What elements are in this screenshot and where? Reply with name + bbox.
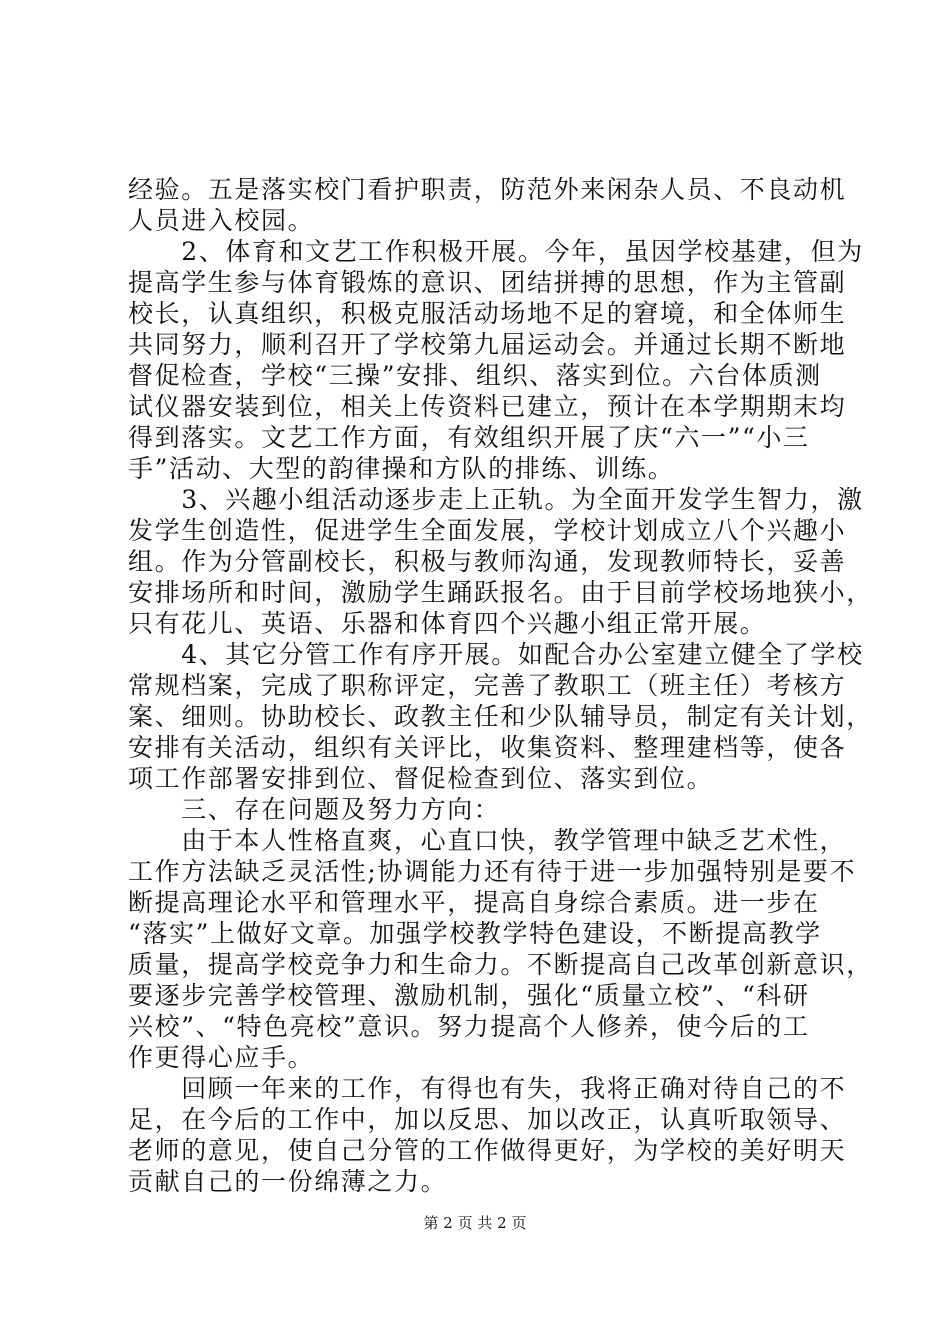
page-number-footer: 第 2 页 共 2 页 (423, 1214, 527, 1232)
text-line: 3、兴趣小组活动逐步走上正轨。为全面开发学生智力，激 (128, 485, 864, 514)
text-line: 校长，认真组织，积极克服活动场地不足的窘境，和全体师生 (128, 299, 847, 328)
text-line: 4、其它分管工作有序开展。如配合办公室建立健全了学校 (128, 640, 864, 669)
text-line: 安排场所和时间，激励学生踊跃报名。由于目前学校场地狭小， (128, 578, 873, 607)
text-line: 手”活动、大型的韵律操和方队的排练、训练。 (128, 454, 675, 483)
text-line: 贡献自己的一份绵薄之力。 (128, 1167, 448, 1196)
text-line: 质量，提高学校竞争力和生命力。不断提高自己改革创新意识， (128, 950, 873, 979)
text-line: 断提高理论水平和管理水平，提高自身综合素质。进一步在 (128, 888, 820, 917)
text-line: 常规档案，完成了职称评定，完善了教职工（班主任）考核方 (128, 671, 847, 700)
text-line: 要逐步完善学校管理、激励机制，强化“质量立校”、“科研 (128, 981, 810, 1010)
text-line: “落实”上做好文章。加强学校教学特色建设，不断提高教学 (128, 919, 822, 948)
text-line: 案、细则。协助校长、政教主任和少队辅导员，制定有关计划， (128, 702, 873, 731)
text-line: 试仪器安装到位，相关上传资料已建立，预计在本学期期末均 (128, 392, 847, 421)
text-line: 回顾一年来的工作，有得也有失，我将正确对待自己的不 (128, 1074, 847, 1103)
text-line: 2、体育和文艺工作积极开展。今年，虽因学校基建，但为 (128, 237, 864, 266)
text-line: 共同努力，顺利召开了学校第九届运动会。并通过长期不断地 (128, 330, 847, 359)
section-heading: 三、存在问题及努力方向： (128, 795, 501, 824)
text-line: 提高学生参与体育锻炼的意识、团结拼搏的思想，作为主管副 (128, 268, 847, 297)
text-line: 只有花儿、英语、乐器和体育四个兴趣小组正常开展。 (128, 609, 767, 638)
text-line: 人员进入校园。 (128, 206, 315, 235)
text-line: 组。作为分管副校长，积极与教师沟通，发现教师特长，妥善 (128, 547, 847, 576)
text-line: 由于本人性格直爽，心直口快，教学管理中缺乏艺术性， (128, 826, 847, 855)
text-line: 发学生创造性，促进学生全面发展，学校计划成立八个兴趣小 (128, 516, 847, 545)
text-line: 作更得心应手。 (128, 1043, 315, 1072)
text-line: 督促检查，学校“三操”安排、组织、落实到位。六台体质测 (128, 361, 822, 390)
text-line: 安排有关活动，组织有关评比，收集资料、整理建档等，使各 (128, 733, 847, 762)
text-line: 经验。五是落实校门看护职责，防范外来闲杂人员、不良动机 (128, 175, 847, 204)
text-line: 老师的意见，使自己分管的工作做得更好，为学校的美好明天 (128, 1136, 847, 1165)
text-line: 兴校”、“特色亮校”意识。努力提高个人修养，使今后的工 (128, 1012, 810, 1041)
text-line: 得到落实。文艺工作方面，有效组织开展了庆“六一”“小三 (128, 423, 810, 452)
text-line: 工作方法缺乏灵活性;协调能力还有待于进一步加强特别是要不 (128, 857, 857, 886)
text-line: 足，在今后的工作中，加以反思、加以改正，认真听取领导、 (128, 1105, 847, 1134)
text-line: 项工作部署安排到位、督促检查到位、落实到位。 (128, 764, 714, 793)
